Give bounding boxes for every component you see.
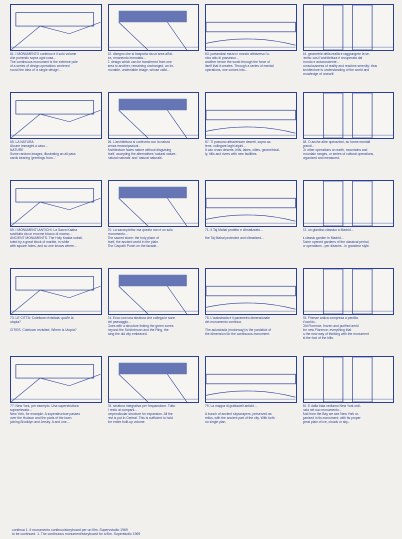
- panel-caption: 66. L'architettura si confronta con la natura senza emancipazioni... Architecture faces nature without disguising itself, accepting the alternatives 'natural nature- natural naturals' and 'natural naturals'.: [107, 140, 177, 161]
- panel-drawing: [303, 356, 395, 403]
- storyboard-panel: [205, 180, 297, 268]
- panel-drawing: [303, 268, 395, 315]
- panel-drawing: [10, 92, 102, 139]
- panel-drawing: [10, 4, 102, 51]
- panel-caption: 68. O anche altre operazioni, su forme mentali grandi... Or other operations on earth, mountains and mountain ranges, or series of cultural operations, organized and measured.: [302, 140, 374, 161]
- storyboard-panel: [205, 356, 297, 444]
- panel-caption: 74. Ecco con una struttura che collega le sone del paesaggio... Goes with a structure linking the green zones beyond the Schönbrunn and the Ring, the wing the old city embraced.: [107, 316, 176, 337]
- panel-caption: 67. Ti possono attraversare deserti, sopra ca- tene, collegare laghi alpini... It can cross deserts, hills, lakes, cities, geometrical- ly, hills and rivers with new facilities.: [205, 140, 280, 157]
- storyboard-panel: [10, 268, 102, 356]
- panel-caption: 73. LE CITTÀ: Colettown rivisitata: qual'è la utopia? CITIES. Coletown revisited. Where is Utopia?: [10, 316, 77, 333]
- panel-drawing: [205, 356, 297, 403]
- panel-drawing: [303, 92, 395, 139]
- panel-drawing: [10, 180, 102, 227]
- panel-drawing: [108, 4, 200, 51]
- panel-caption: 65. LA NATURA Alcune immagini a caso... NATURE Some random images, illustrating an all pass cards bearing 'greetings from...': [10, 140, 76, 161]
- storyboard-panel: [303, 92, 395, 180]
- panel-caption: 80. E dalla baia vediamo New York ordi- nata nel suo monumento... And from the Bay we see New York or- ganized in its monument, with its proper great plain of ice, clouds or sky...: [302, 404, 361, 425]
- panel-drawing: [303, 4, 395, 51]
- panel-caption: 70. La sacra pietra: ma questo non è un solo monumento... The sacred stone: the holy place of itself, the ancient world in the plain. The Carpath Porch on the facade...: [107, 228, 173, 249]
- panel-caption: 79. La mappa di grattacieli antichi... A bunch of ancient skyscrapers, preserved as relics, with the ancient part of the city. With both no single plan.: [205, 404, 275, 425]
- footer-credit: continua 1. Il monumento continuo/storyboard per un film. Supervstudio 1969 to be continued. 1. The continuous monument/storyboard for a film. Superstudio 1969: [12, 528, 141, 536]
- panel-caption: 75. L'autostrada è il parametro dimensionale del monumento continuo. The autostrada (motorway) is the yardstick of the dimension for the continuous monument.: [205, 316, 271, 337]
- panel-caption: 72. un giardino classico a Madrid... a classic garden in Madrid... Some opened gardens of the classical period, or operations - per disavirs - in grandeur style.: [302, 228, 370, 249]
- panel-caption: 62. disegno che si trasporta da un'area all'al- tra, rimanendo immutato... 2. design which can be transferred from one area to another, remaining unchanged, an im- movable, undeniable image, whose valid...: [107, 52, 175, 73]
- panel-drawing: [205, 92, 297, 139]
- panel-caption: 77. New York, per esempio. Una superstruttura sopraelevata... New York, for example. A superstructure passes over the Hudson and the parts of the town joining Brooklyn and Jersey. A and one....: [10, 404, 81, 425]
- panel-drawing: [108, 92, 200, 139]
- storyboard-panel: [303, 4, 395, 92]
- storyboard-panel: [10, 180, 102, 268]
- storyboard-panel: [205, 4, 297, 92]
- storyboard-panel: [10, 92, 102, 180]
- panel-caption: 71. Il Taj Mahal protetto e climatizzato... the Taj Mahal protected and climatized...: [205, 228, 264, 241]
- storyboard-panel: [108, 4, 200, 92]
- storyboard-panel: [108, 356, 200, 444]
- panel-drawing: [10, 268, 102, 315]
- storyboard-panel: [10, 4, 102, 92]
- storyboard-panel: [205, 268, 297, 356]
- storyboard-panel: [303, 356, 395, 444]
- panel-drawing: [108, 356, 200, 403]
- storyboard-panel: [108, 92, 200, 180]
- panel-drawing: [303, 180, 395, 227]
- panel-caption: 78. struttura integrativa per l'espansione. Tutto il resto ai comparti... perpendicular structure for expansion. All the rest is put in Central. This is sufficient to hold the entire built-up volume.: [107, 404, 176, 425]
- storyboard-panel: [108, 180, 200, 268]
- storyboard-panel: [108, 268, 200, 356]
- panel-drawing: [205, 268, 297, 315]
- panel-drawing: [108, 180, 200, 227]
- panel-caption: 61. I MONUMENTO continuo è il solo volume che ponendo sopra ogni cosa... The continuous monument is the extreme pole of a series of design operations centered round the idea of 'a single design'...: [10, 52, 78, 73]
- panel-caption: 69. I MONUMENTI ANTICHI. La Sacra Kaaba sostituita da un enorme blocco di marmo... ANCIENT MONUMENTS. The Holy Kaaba substi- tuted by a great block of marble, in white with square holes, and so one knows where...: [10, 228, 83, 249]
- panel-caption: 63. portandosi mezzo i mondo attraverso l'u- nico atto di possesso... another hence the world through the force of itself that it creates. Through a series of mental operations, one comes into...: [205, 52, 274, 73]
- panel-drawing: [205, 180, 297, 227]
- storyboard-panel: [205, 92, 297, 180]
- storyboard-panel: [303, 268, 395, 356]
- storyboard-panel: [10, 356, 102, 444]
- panel-caption: 76. Firenze antica compresa a perdita d'occhio... Old Florence, frozen and purified amid the new Florence; everything that is the new way of thinking with the monument at the foot of the hills.: [302, 316, 369, 341]
- panel-drawing: [205, 4, 297, 51]
- storyboard-grid: [10, 4, 394, 444]
- storyboard-panel: [303, 180, 395, 268]
- panel-drawing: [108, 268, 200, 315]
- panel-caption: 64. geometrie della realtà e raggiungere la se- renità: così l'architettura è recuperata dal mondo e autocosciente... consciousness of reality and reaches serenity: thus architecture is understanding of the world and knowledge of oneself.: [302, 52, 378, 77]
- panel-drawing: [10, 356, 102, 403]
